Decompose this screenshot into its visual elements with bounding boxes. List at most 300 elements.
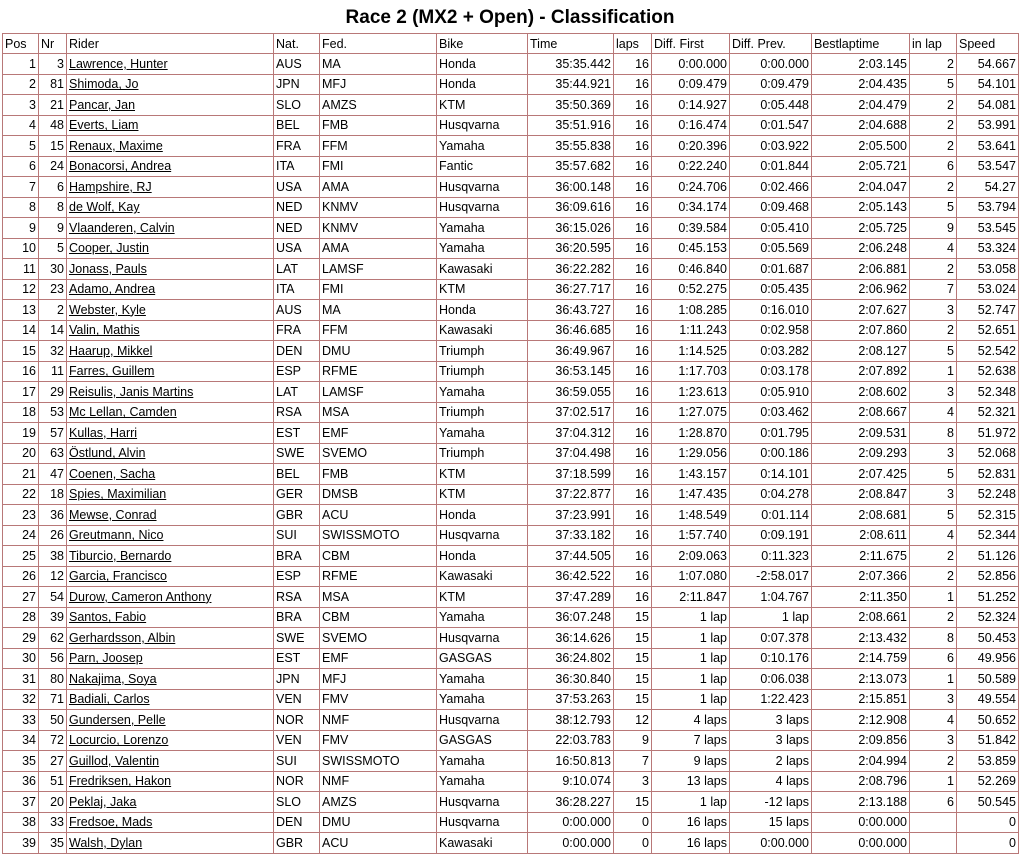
col-laps-cell: 16 bbox=[614, 95, 652, 116]
col-in-lap-cell: 4 bbox=[910, 402, 957, 423]
rider-link[interactable]: Pancar, Jan bbox=[69, 97, 136, 112]
col-nat-cell: LAT bbox=[274, 259, 320, 280]
col-fed-cell: MSA bbox=[320, 587, 437, 608]
col-pos-cell: 13 bbox=[3, 300, 39, 321]
col-diff-first-cell: 13 laps bbox=[652, 771, 730, 792]
table-row bbox=[3, 341, 1019, 362]
rider-link[interactable]: Greutmann, Nico bbox=[69, 528, 164, 543]
col-nat-cell: AUS bbox=[274, 54, 320, 75]
col-fed-cell: DMU bbox=[320, 812, 437, 833]
rider-link[interactable]: Parn, Joosep bbox=[69, 651, 143, 666]
col-in-lap-cell: 3 bbox=[910, 382, 957, 403]
col-in-lap-cell: 6 bbox=[910, 156, 957, 177]
col-speed-cell: 52.856 bbox=[957, 566, 1019, 587]
rider-link[interactable]: Walsh, Dylan bbox=[69, 835, 143, 850]
col-speed-header: Speed bbox=[957, 34, 1019, 54]
col-time-cell: 36:24.802 bbox=[528, 648, 614, 669]
rider-cell bbox=[67, 279, 274, 300]
col-laps-cell: 15 bbox=[614, 648, 652, 669]
col-bike-cell: Triumph bbox=[437, 443, 528, 464]
col-time-cell: 35:35.442 bbox=[528, 54, 614, 75]
col-diff-first-cell: 1 lap bbox=[652, 607, 730, 628]
col-diff-prev-cell: 0:05.569 bbox=[730, 238, 812, 259]
col-laps-cell: 16 bbox=[614, 197, 652, 218]
col-nat-cell: EST bbox=[274, 423, 320, 444]
col-diff-prev-cell: 0:03.282 bbox=[730, 341, 812, 362]
col-pos-cell: 2 bbox=[3, 74, 39, 95]
col-nr-cell: 3 bbox=[39, 54, 67, 75]
col-diff-prev-cell: 0:14.101 bbox=[730, 464, 812, 485]
col-speed-cell: 54.081 bbox=[957, 95, 1019, 116]
col-nr-cell: 20 bbox=[39, 792, 67, 813]
rider-link[interactable]: Valin, Mathis bbox=[69, 323, 140, 338]
col-nat-cell: DEN bbox=[274, 812, 320, 833]
rider-link[interactable]: Guillod, Valentin bbox=[69, 753, 160, 768]
table-row bbox=[3, 300, 1019, 321]
col-bike-cell: Yamaha bbox=[437, 607, 528, 628]
col-bestlaptime-cell: 2:12.908 bbox=[812, 710, 910, 731]
rider-link[interactable]: Gerhardsson, Albin bbox=[69, 630, 176, 645]
col-in-lap-cell: 2 bbox=[910, 320, 957, 341]
col-diff-first-cell: 0:24.706 bbox=[652, 177, 730, 198]
col-nr-cell: 11 bbox=[39, 361, 67, 382]
col-fed-cell: MA bbox=[320, 300, 437, 321]
col-bestlaptime-cell: 2:06.248 bbox=[812, 238, 910, 259]
rider-cell bbox=[67, 812, 274, 833]
col-nat-cell: SWE bbox=[274, 628, 320, 649]
rider-link[interactable]: Badiali, Carlos bbox=[69, 692, 150, 707]
col-in-lap-cell: 1 bbox=[910, 361, 957, 382]
col-time-cell: 0:00.000 bbox=[528, 812, 614, 833]
col-speed-cell: 53.024 bbox=[957, 279, 1019, 300]
col-time-cell: 0:00.000 bbox=[528, 833, 614, 854]
col-nr-cell: 80 bbox=[39, 669, 67, 690]
col-time-cell: 36:43.727 bbox=[528, 300, 614, 321]
col-fed-cell: DMSB bbox=[320, 484, 437, 505]
col-pos-cell: 39 bbox=[3, 833, 39, 854]
col-time-cell: 36:14.626 bbox=[528, 628, 614, 649]
rider-link[interactable]: Tiburcio, Bernardo bbox=[69, 548, 172, 563]
rider-link[interactable]: Webster, Kyle bbox=[69, 302, 146, 317]
col-laps-cell: 16 bbox=[614, 546, 652, 567]
col-laps-cell: 16 bbox=[614, 464, 652, 485]
col-bestlaptime-cell: 2:08.602 bbox=[812, 382, 910, 403]
rider-link[interactable]: Mc Lellan, Camden bbox=[69, 405, 177, 420]
col-time-cell: 37:47.289 bbox=[528, 587, 614, 608]
col-speed-cell: 50.545 bbox=[957, 792, 1019, 813]
col-time-cell: 38:12.793 bbox=[528, 710, 614, 731]
rider-cell bbox=[67, 669, 274, 690]
col-pos-cell: 28 bbox=[3, 607, 39, 628]
col-speed-cell: 54.667 bbox=[957, 54, 1019, 75]
table-row bbox=[3, 361, 1019, 382]
col-speed-cell: 0 bbox=[957, 812, 1019, 833]
col-pos-cell: 12 bbox=[3, 279, 39, 300]
col-pos-cell: 15 bbox=[3, 341, 39, 362]
col-fed-cell: SVEMO bbox=[320, 628, 437, 649]
rider-link[interactable]: Östlund, Alvin bbox=[69, 446, 146, 461]
col-bestlaptime-cell: 2:09.293 bbox=[812, 443, 910, 464]
col-laps-cell: 16 bbox=[614, 505, 652, 526]
col-fed-cell: LAMSF bbox=[320, 259, 437, 280]
col-nr-cell: 54 bbox=[39, 587, 67, 608]
col-nr-cell: 50 bbox=[39, 710, 67, 731]
rider-link[interactable]: Gundersen, Pelle bbox=[69, 712, 166, 727]
col-laps-cell: 15 bbox=[614, 607, 652, 628]
col-speed-cell: 52.269 bbox=[957, 771, 1019, 792]
col-time-header: Time bbox=[528, 34, 614, 54]
col-pos-cell: 18 bbox=[3, 402, 39, 423]
table-body bbox=[3, 54, 1019, 854]
col-pos-cell: 38 bbox=[3, 812, 39, 833]
col-speed-cell: 0 bbox=[957, 833, 1019, 854]
col-laps-cell: 16 bbox=[614, 136, 652, 157]
col-pos-cell: 20 bbox=[3, 443, 39, 464]
col-fed-cell: MA bbox=[320, 54, 437, 75]
col-diff-prev-cell: 0:10.176 bbox=[730, 648, 812, 669]
rider-link[interactable]: Shimoda, Jo bbox=[69, 77, 139, 92]
rider-link[interactable]: Fredsoe, Mads bbox=[69, 815, 153, 830]
col-diff-prev-cell: 2 laps bbox=[730, 751, 812, 772]
col-bike-cell: KTM bbox=[437, 587, 528, 608]
col-in-lap-cell bbox=[910, 833, 957, 854]
col-diff-first-cell: 2:09.063 bbox=[652, 546, 730, 567]
col-diff-prev-header: Diff. Prev. bbox=[730, 34, 812, 54]
col-pos-cell: 33 bbox=[3, 710, 39, 731]
rider-link[interactable]: Fredriksen, Hakon bbox=[69, 774, 172, 789]
col-diff-first-cell: 1 lap bbox=[652, 628, 730, 649]
col-diff-prev-cell: 0:06.038 bbox=[730, 669, 812, 690]
rider-link[interactable]: de Wolf, Kay bbox=[69, 200, 140, 215]
col-diff-prev-cell: 0:04.278 bbox=[730, 484, 812, 505]
col-nat-cell: USA bbox=[274, 177, 320, 198]
col-diff-first-cell: 0:20.396 bbox=[652, 136, 730, 157]
rider-cell bbox=[67, 361, 274, 382]
col-bike-cell: Yamaha bbox=[437, 238, 528, 259]
rider-cell bbox=[67, 628, 274, 649]
table-row bbox=[3, 669, 1019, 690]
col-in-lap-cell: 2 bbox=[910, 259, 957, 280]
col-time-cell: 36:53.145 bbox=[528, 361, 614, 382]
classification-table bbox=[2, 33, 1019, 854]
col-bike-cell: Kawasaki bbox=[437, 259, 528, 280]
table-row bbox=[3, 566, 1019, 587]
col-bike-cell: Yamaha bbox=[437, 669, 528, 690]
col-pos-cell: 4 bbox=[3, 115, 39, 136]
col-bestlaptime-cell: 2:05.500 bbox=[812, 136, 910, 157]
col-nr-cell: 56 bbox=[39, 648, 67, 669]
col-speed-cell: 52.344 bbox=[957, 525, 1019, 546]
col-bike-cell: Kawasaki bbox=[437, 566, 528, 587]
col-nr-cell: 57 bbox=[39, 423, 67, 444]
col-diff-first-cell: 0:16.474 bbox=[652, 115, 730, 136]
col-time-cell: 37:53.263 bbox=[528, 689, 614, 710]
col-fed-cell: DMU bbox=[320, 341, 437, 362]
col-diff-first-cell: 1:43.157 bbox=[652, 464, 730, 485]
col-nat-cell: ESP bbox=[274, 361, 320, 382]
rider-link[interactable]: Jonass, Pauls bbox=[69, 261, 147, 276]
col-speed-cell: 53.991 bbox=[957, 115, 1019, 136]
col-nr-cell: 30 bbox=[39, 259, 67, 280]
col-diff-prev-cell: 0:00.000 bbox=[730, 54, 812, 75]
col-pos-cell: 27 bbox=[3, 587, 39, 608]
col-speed-cell: 51.252 bbox=[957, 587, 1019, 608]
col-time-cell: 36:22.282 bbox=[528, 259, 614, 280]
col-bestlaptime-cell: 2:05.143 bbox=[812, 197, 910, 218]
col-in-lap-cell: 2 bbox=[910, 54, 957, 75]
col-diff-prev-cell: 0:05.435 bbox=[730, 279, 812, 300]
col-pos-cell: 35 bbox=[3, 751, 39, 772]
col-time-cell: 37:04.312 bbox=[528, 423, 614, 444]
rider-cell bbox=[67, 402, 274, 423]
col-bestlaptime-cell: 2:06.881 bbox=[812, 259, 910, 280]
table-row bbox=[3, 587, 1019, 608]
col-laps-cell: 16 bbox=[614, 341, 652, 362]
col-laps-cell: 16 bbox=[614, 54, 652, 75]
rider-link[interactable]: Peklaj, Jaka bbox=[69, 794, 137, 809]
col-diff-first-cell: 1:14.525 bbox=[652, 341, 730, 362]
col-nr-cell: 8 bbox=[39, 197, 67, 218]
col-in-lap-cell: 1 bbox=[910, 771, 957, 792]
col-laps-cell: 16 bbox=[614, 566, 652, 587]
col-diff-first-cell: 1:11.243 bbox=[652, 320, 730, 341]
rider-link[interactable]: Haarup, Mikkel bbox=[69, 343, 153, 358]
rider-link[interactable]: Coenen, Sacha bbox=[69, 466, 156, 481]
col-nr-cell: 5 bbox=[39, 238, 67, 259]
rider-link[interactable]: Vlaanderen, Calvin bbox=[69, 220, 175, 235]
col-speed-cell: 50.652 bbox=[957, 710, 1019, 731]
col-bike-header: Bike bbox=[437, 34, 528, 54]
col-diff-first-cell: 1:57.740 bbox=[652, 525, 730, 546]
col-diff-first-cell: 0:22.240 bbox=[652, 156, 730, 177]
col-nr-cell: 27 bbox=[39, 751, 67, 772]
col-pos-header: Pos bbox=[3, 34, 39, 54]
col-fed-cell: EMF bbox=[320, 648, 437, 669]
col-fed-cell: MFJ bbox=[320, 74, 437, 95]
col-diff-first-cell: 1 lap bbox=[652, 689, 730, 710]
col-diff-prev-cell: 1:22.423 bbox=[730, 689, 812, 710]
col-diff-first-cell: 1:17.703 bbox=[652, 361, 730, 382]
col-diff-prev-cell: 0:16.010 bbox=[730, 300, 812, 321]
rider-cell bbox=[67, 115, 274, 136]
col-in-lap-cell: 5 bbox=[910, 464, 957, 485]
col-in-lap-cell: 4 bbox=[910, 525, 957, 546]
col-bestlaptime-cell: 2:07.425 bbox=[812, 464, 910, 485]
rider-link[interactable]: Hampshire, RJ bbox=[69, 179, 152, 194]
col-diff-first-cell: 1:08.285 bbox=[652, 300, 730, 321]
col-laps-cell: 15 bbox=[614, 792, 652, 813]
col-pos-cell: 36 bbox=[3, 771, 39, 792]
col-diff-first-cell: 7 laps bbox=[652, 730, 730, 751]
col-diff-prev-cell: 1:04.767 bbox=[730, 587, 812, 608]
rider-link[interactable]: Santos, Fabio bbox=[69, 610, 147, 625]
col-fed-cell: ACU bbox=[320, 505, 437, 526]
col-nat-cell: AUS bbox=[274, 300, 320, 321]
rider-cell bbox=[67, 136, 274, 157]
table-row bbox=[3, 177, 1019, 198]
col-fed-cell: FMV bbox=[320, 689, 437, 710]
col-fed-cell: FFM bbox=[320, 136, 437, 157]
col-in-lap-cell: 5 bbox=[910, 505, 957, 526]
rider-link[interactable]: Farres, Guillem bbox=[69, 364, 155, 379]
col-diff-prev-cell: 0:03.922 bbox=[730, 136, 812, 157]
col-nat-cell: RSA bbox=[274, 402, 320, 423]
col-speed-cell: 52.651 bbox=[957, 320, 1019, 341]
col-diff-prev-cell: 0:03.462 bbox=[730, 402, 812, 423]
table-row bbox=[3, 484, 1019, 505]
col-bestlaptime-cell: 0:00.000 bbox=[812, 833, 910, 854]
col-diff-prev-cell: 0:00.186 bbox=[730, 443, 812, 464]
rider-link[interactable]: Locurcio, Lorenzo bbox=[69, 733, 169, 748]
col-nat-cell: EST bbox=[274, 648, 320, 669]
col-in-lap-cell: 3 bbox=[910, 484, 957, 505]
col-bike-cell: Yamaha bbox=[437, 751, 528, 772]
col-laps-cell: 16 bbox=[614, 218, 652, 239]
col-bike-cell: Triumph bbox=[437, 341, 528, 362]
rider-link[interactable]: Renaux, Maxime bbox=[69, 138, 163, 153]
col-diff-prev-cell: 0:01.547 bbox=[730, 115, 812, 136]
col-nat-cell: SWE bbox=[274, 443, 320, 464]
col-laps-cell: 15 bbox=[614, 689, 652, 710]
col-nat-header: Nat. bbox=[274, 34, 320, 54]
col-diff-first-cell: 0:45.153 bbox=[652, 238, 730, 259]
rider-link[interactable]: Spies, Maximilian bbox=[69, 487, 167, 502]
col-pos-cell: 25 bbox=[3, 546, 39, 567]
col-pos-cell: 23 bbox=[3, 505, 39, 526]
col-fed-cell: AMZS bbox=[320, 95, 437, 116]
col-time-cell: 36:49.967 bbox=[528, 341, 614, 362]
table-row bbox=[3, 525, 1019, 546]
rider-cell bbox=[67, 238, 274, 259]
col-laps-cell: 16 bbox=[614, 259, 652, 280]
col-time-cell: 22:03.783 bbox=[528, 730, 614, 751]
col-time-cell: 37:23.991 bbox=[528, 505, 614, 526]
col-time-cell: 37:02.517 bbox=[528, 402, 614, 423]
col-speed-cell: 53.794 bbox=[957, 197, 1019, 218]
col-nr-cell: 39 bbox=[39, 607, 67, 628]
col-in-lap-header: in lap bbox=[910, 34, 957, 54]
col-bestlaptime-cell: 2:09.856 bbox=[812, 730, 910, 751]
rider-link[interactable]: Adamo, Andrea bbox=[69, 282, 156, 297]
table-row bbox=[3, 156, 1019, 177]
col-speed-cell: 51.126 bbox=[957, 546, 1019, 567]
col-laps-cell: 16 bbox=[614, 443, 652, 464]
col-diff-first-cell: 0:34.174 bbox=[652, 197, 730, 218]
col-bike-cell: Honda bbox=[437, 546, 528, 567]
col-diff-prev-cell: 0:02.958 bbox=[730, 320, 812, 341]
col-fed-cell: SVEMO bbox=[320, 443, 437, 464]
col-fed-cell: ACU bbox=[320, 833, 437, 854]
col-pos-cell: 29 bbox=[3, 628, 39, 649]
rider-link[interactable]: Kullas, Harri bbox=[69, 425, 138, 440]
col-time-cell: 36:20.595 bbox=[528, 238, 614, 259]
col-bestlaptime-header: Bestlaptime bbox=[812, 34, 910, 54]
table-row bbox=[3, 259, 1019, 280]
col-laps-cell: 16 bbox=[614, 156, 652, 177]
col-nr-cell: 21 bbox=[39, 95, 67, 116]
table-header-row bbox=[3, 34, 1019, 54]
col-speed-cell: 52.321 bbox=[957, 402, 1019, 423]
rider-cell bbox=[67, 177, 274, 198]
col-diff-first-cell: 0:14.927 bbox=[652, 95, 730, 116]
col-laps-cell: 16 bbox=[614, 74, 652, 95]
rider-link[interactable]: Durow, Cameron Anthony bbox=[69, 589, 212, 604]
rider-link[interactable]: Everts, Liam bbox=[69, 118, 139, 133]
col-diff-prev-cell: 0:01.114 bbox=[730, 505, 812, 526]
col-in-lap-cell: 6 bbox=[910, 648, 957, 669]
col-nat-cell: FRA bbox=[274, 136, 320, 157]
col-nat-cell: SLO bbox=[274, 792, 320, 813]
col-speed-cell: 53.547 bbox=[957, 156, 1019, 177]
col-laps-cell: 16 bbox=[614, 320, 652, 341]
col-laps-cell: 16 bbox=[614, 402, 652, 423]
col-fed-cell: RFME bbox=[320, 361, 437, 382]
col-bestlaptime-cell: 2:11.350 bbox=[812, 587, 910, 608]
rider-link[interactable]: Bonacorsi, Andrea bbox=[69, 159, 172, 174]
col-pos-cell: 34 bbox=[3, 730, 39, 751]
col-nat-cell: GBR bbox=[274, 833, 320, 854]
rider-link[interactable]: Mewse, Conrad bbox=[69, 507, 157, 522]
col-in-lap-cell: 2 bbox=[910, 546, 957, 567]
col-time-cell: 36:27.717 bbox=[528, 279, 614, 300]
col-laps-cell: 16 bbox=[614, 382, 652, 403]
col-fed-cell: KNMV bbox=[320, 218, 437, 239]
table-row bbox=[3, 792, 1019, 813]
col-bestlaptime-cell: 2:05.725 bbox=[812, 218, 910, 239]
col-speed-cell: 52.542 bbox=[957, 341, 1019, 362]
table-row bbox=[3, 279, 1019, 300]
col-speed-cell: 52.315 bbox=[957, 505, 1019, 526]
rider-link[interactable]: Garcia, Francisco bbox=[69, 569, 167, 584]
col-bike-cell: GASGAS bbox=[437, 730, 528, 751]
col-nat-cell: NED bbox=[274, 197, 320, 218]
table-row bbox=[3, 443, 1019, 464]
col-diff-prev-cell: 0:05.448 bbox=[730, 95, 812, 116]
col-fed-cell: MSA bbox=[320, 402, 437, 423]
col-bike-cell: Triumph bbox=[437, 361, 528, 382]
table-row bbox=[3, 710, 1019, 731]
col-laps-cell: 16 bbox=[614, 423, 652, 444]
col-laps-cell: 16 bbox=[614, 484, 652, 505]
col-bike-cell: Husqvarna bbox=[437, 628, 528, 649]
rider-link[interactable]: Reisulis, Janis Martins bbox=[69, 384, 194, 399]
col-nat-cell: ITA bbox=[274, 156, 320, 177]
col-in-lap-cell: 5 bbox=[910, 74, 957, 95]
col-nr-cell: 47 bbox=[39, 464, 67, 485]
col-diff-prev-cell: 3 laps bbox=[730, 710, 812, 731]
rider-link[interactable]: Nakajima, Soya bbox=[69, 671, 157, 686]
col-bike-cell: Husqvarna bbox=[437, 525, 528, 546]
col-pos-cell: 17 bbox=[3, 382, 39, 403]
col-fed-cell: FMV bbox=[320, 730, 437, 751]
col-fed-cell: FMI bbox=[320, 279, 437, 300]
table-row bbox=[3, 546, 1019, 567]
table-row bbox=[3, 628, 1019, 649]
col-nat-cell: NED bbox=[274, 218, 320, 239]
col-nat-cell: BRA bbox=[274, 546, 320, 567]
col-fed-header: Fed. bbox=[320, 34, 437, 54]
col-nat-cell: BRA bbox=[274, 607, 320, 628]
table-row bbox=[3, 136, 1019, 157]
col-diff-first-cell: 4 laps bbox=[652, 710, 730, 731]
col-nr-header: Nr bbox=[39, 34, 67, 54]
col-nr-cell: 18 bbox=[39, 484, 67, 505]
col-in-lap-cell: 2 bbox=[910, 566, 957, 587]
rider-link[interactable]: Cooper, Justin bbox=[69, 241, 149, 256]
col-in-lap-cell: 4 bbox=[910, 710, 957, 731]
col-in-lap-cell: 1 bbox=[910, 587, 957, 608]
rider-link[interactable]: Lawrence, Hunter bbox=[69, 56, 168, 71]
